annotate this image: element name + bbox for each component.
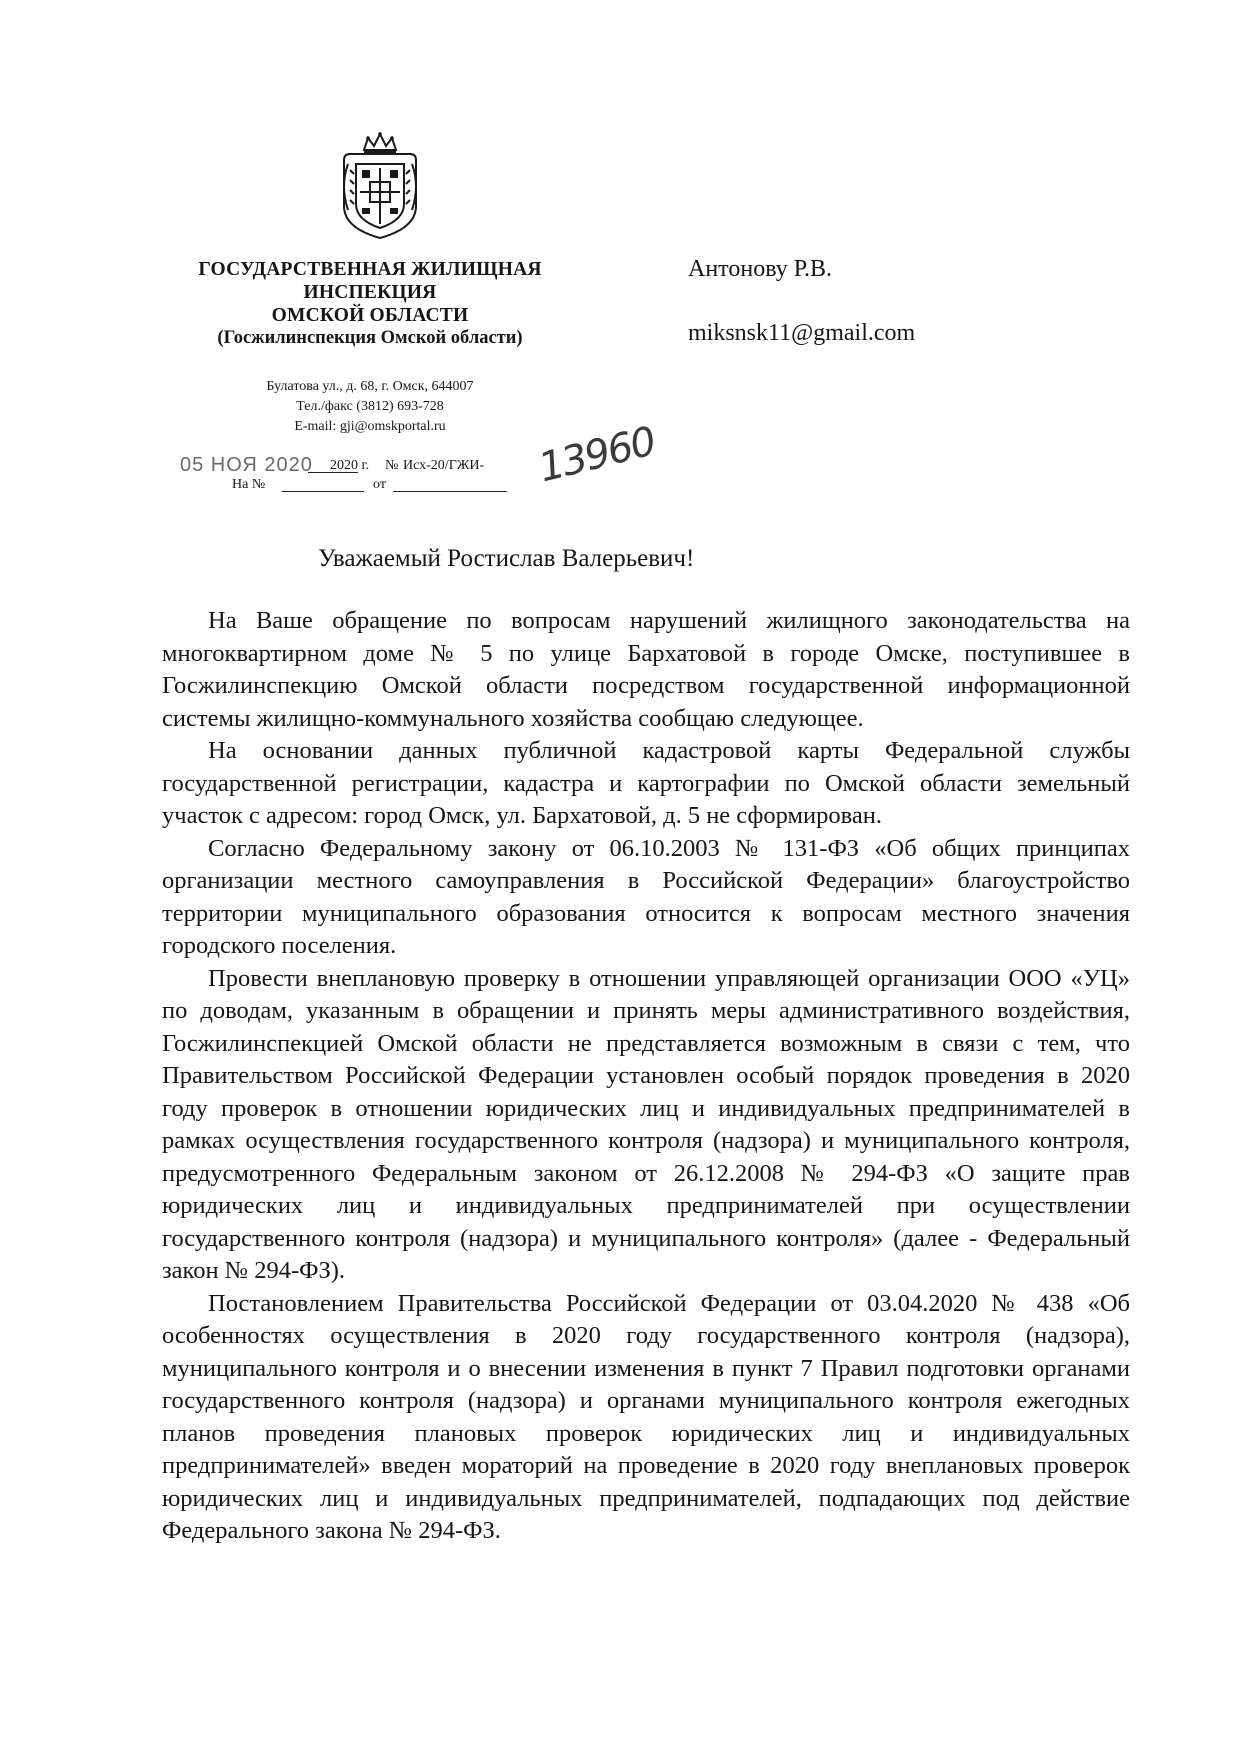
outgoing-number: Исх-20/ГЖИ-	[403, 458, 485, 473]
addressee-name: Антонову Р.В.	[688, 256, 833, 282]
org-name-line-1: ГОСУДАРСТВЕННАЯ ЖИЛИЩНАЯ	[198, 259, 542, 280]
paragraph: Согласно Федеральному закону от 06.10.2003 № 131-ФЗ «Об общих принципах организации местного самоуправления в Российской Федерации» благоустройство территории муниципального образования относится к вопросам местного значения городского поселения.	[162, 834, 1130, 959]
addressee-email: miksnsk11@gmail.com	[688, 320, 916, 346]
handwritten-number: 13960	[534, 418, 660, 492]
organization-name	[160, 258, 580, 350]
org-short-name: (Госжилинспекция Омской области)	[217, 328, 523, 348]
paragraph: На Ваше обращение по вопросам нарушений жилищного законодательства на многоквартирном доме № 5 по улице Бархатовой в городе Омске, поступившее в Госжилинспекцию Омской области посредством государственной информационной системы жилищно-коммунального хозяйства сообщаю следующее.	[162, 607, 1130, 732]
org-contacts	[200, 377, 540, 437]
paragraph: На основании данных публичной кадастровой карты Федеральной службы государственной регистрации, кадастра и картографии по Омской области земельный участок с адресом: город Омск, ул. Бархатовой, д. 5 не сформирован.	[162, 737, 1130, 829]
paragraph: Провести внеплановую проверку в отношении управляющей организации ООО «УЦ» по доводам, указанным в обращении и принять меры административного воздействия, Госжилинспекцией Омской области не представляется возможным в связи с тем, что Правительством Российской Федерации установлен особый порядок проведения в 2020 году проверок в отношении юридических лиц и индивидуальных предпринимателей в рамках осуществления государственного контроля (надзора) и муниципального контроля, предусмотренного Федеральным законом от 26.12.2008 № 294-ФЗ «О защите прав юридических лиц и индивидуальных предпринимателей при осуществлении государственного контроля (надзора) и муниципального контроля» (далее - Федеральный закон № 294-ФЗ).	[162, 964, 1130, 1284]
number-label: №	[385, 458, 399, 473]
org-name-line-2: ИНСПЕКЦИЯ	[303, 282, 437, 303]
ref-number-label: На №	[232, 477, 266, 492]
registration-block	[180, 454, 580, 496]
year-suffix: 2020 г.	[330, 458, 370, 473]
ref-date-blank	[393, 477, 507, 492]
ref-number-blank	[282, 477, 364, 492]
org-name-line-3: ОМСКОЙ ОБЛАСТИ	[271, 305, 469, 326]
org-email: E-mail: gji@omskportal.ru	[294, 419, 446, 434]
org-address: Булатова ул., д. 68, г. Омск, 644007	[266, 379, 474, 394]
greeting: Уважаемый Ростислав Валерьевич!	[318, 545, 695, 572]
paragraph: Постановлением Правительства Российской Федерации от 03.04.2020 № 438 «Об особенностях осуществления в 2020 году государственного контроля (надзора), муниципального контроля и о внесении изменения в пункт 7 Правил подготовки органами государственного контроля (надзора) и органами муниципального контроля ежегодных планов проведения плановых проверок юридических лиц и индивидуальных предпринимателей» введен мораторий на проведение в 2020 году внеплановых проверок юридических лиц и индивидуальных предпринимателей, подпадающих под действие Федерального закона № 294-ФЗ.	[162, 1289, 1130, 1544]
omsk-region-coat-of-arms-icon	[334, 130, 426, 242]
org-phone: Тел./факс (3812) 693-728	[296, 399, 444, 414]
letter-body	[162, 605, 1130, 1548]
date-stamp: 05 НОЯ 2020	[180, 454, 313, 476]
ref-from-label: от	[373, 477, 386, 492]
addressee	[688, 253, 916, 346]
